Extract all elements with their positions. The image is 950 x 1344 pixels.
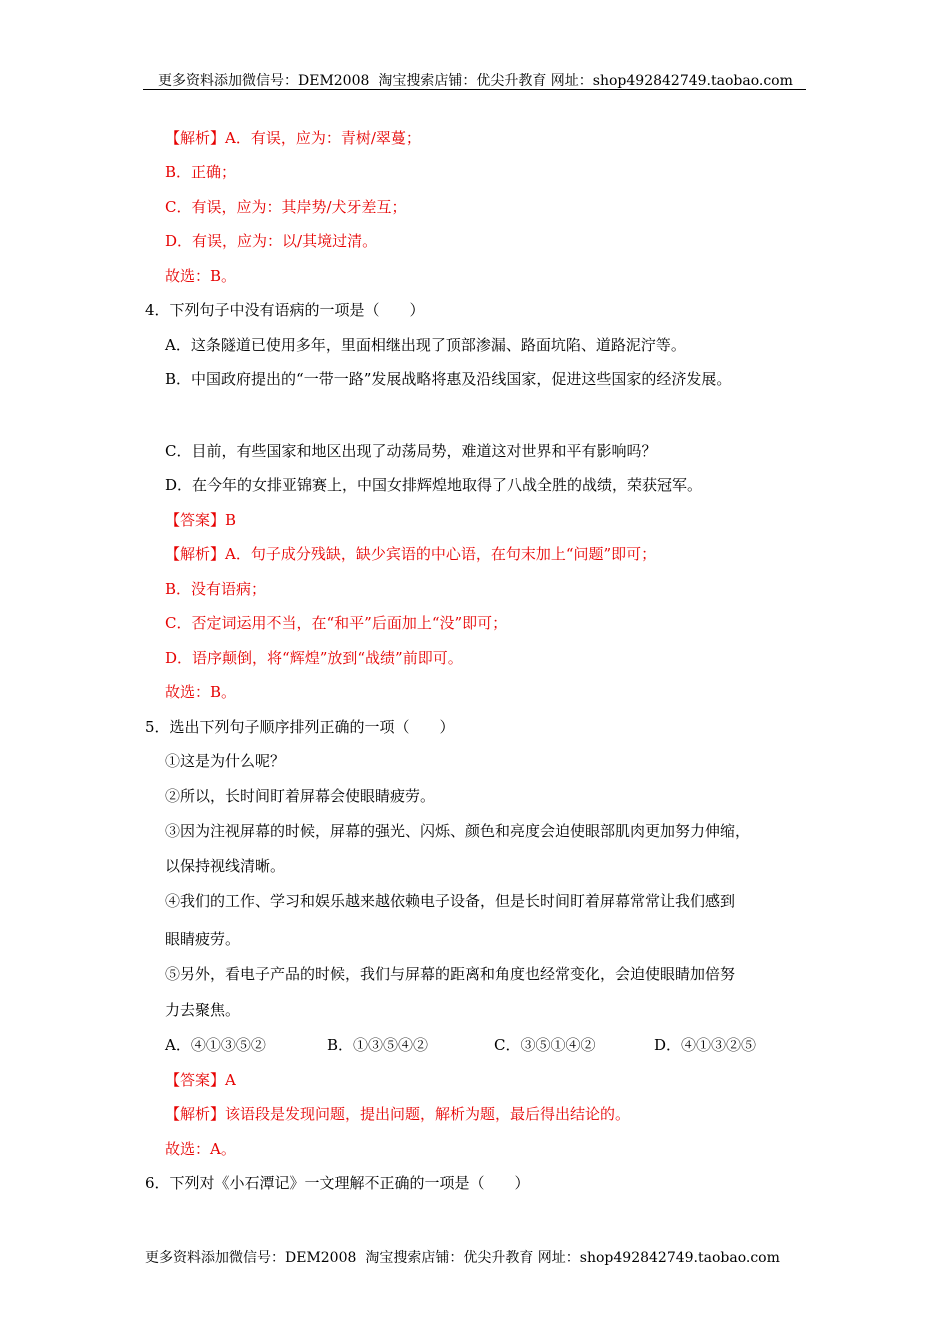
q4-option-b: B．中国政府提出的“一带一路”发展战略将惠及沿线国家，促进这些国家的经济发展。	[165, 370, 732, 388]
q5-option-b: B．①③⑤④②	[327, 1036, 429, 1054]
q5-sentence-1: ①这是为什么呢？	[165, 752, 286, 770]
q5-sentence-4-line-2: 眼睛疲劳。	[165, 930, 241, 948]
q4-conclusion: 故选：B。	[165, 683, 237, 701]
page-header	[158, 70, 793, 90]
q4-answer-value: B	[225, 511, 237, 529]
q5-sentence-4-line-1: ④我们的工作、学习和娱乐越来越依赖电子设备，但是长时间盯着屏幕常常让我们感到	[165, 892, 736, 910]
q5-answer-label: 【答案】	[165, 1071, 226, 1089]
q3-analysis-c: C．有误，应为：其岸势/犬牙差互；	[165, 198, 407, 216]
header-site-label: 网址：	[550, 73, 593, 89]
q5-analysis: 【解析】该语段是发现问题，提出问题，解析为题，最后得出结论的。	[165, 1105, 631, 1123]
q5-option-d: D．④①③②⑤	[654, 1036, 757, 1054]
header-prefix: 更多资料添加微信号：	[158, 73, 298, 89]
q5-answer-value: A	[225, 1071, 236, 1089]
q4-answer-label: 【答案】	[165, 511, 226, 529]
q5-answer	[165, 1070, 236, 1090]
q5-option-a: A．④①③⑤②	[165, 1036, 266, 1054]
q5-option-c: C．③⑤①④②	[494, 1036, 596, 1054]
q4-answer	[165, 510, 236, 530]
footer-shop-name: 优尖升教育	[463, 1250, 534, 1266]
q4-analysis-a: 【解析】A．句子成分残缺，缺少宾语的中心语，在句末加上“问题”即可；	[165, 545, 657, 563]
footer-site-label: 网址：	[537, 1250, 580, 1266]
header-wechat: DEM2008	[298, 73, 370, 89]
q5-sentence-3-line-2: 以保持视线清晰。	[165, 857, 286, 875]
header-divider	[143, 89, 806, 90]
q4-option-d: D．在今年的女排亚锦赛上，中国女排辉煌地取得了八战全胜的战绩，荣获冠军。	[165, 476, 703, 494]
q5-sentence-5-line-1: ⑤另外，看电子产品的时候，我们与屏幕的距离和角度也经常变化，会迫使眼睛加倍努	[165, 965, 736, 983]
q4-option-a: A．这条隧道已使用多年，里面相继出现了顶部渗漏、路面坑陷、道路泥泞等。	[165, 336, 686, 354]
footer-wechat: DEM2008	[285, 1250, 357, 1266]
page-footer	[145, 1247, 780, 1267]
q5-conclusion: 故选：A。	[165, 1140, 236, 1158]
footer-prefix: 更多资料添加微信号：	[145, 1250, 285, 1266]
q4-option-c: C．目前，有些国家和地区出现了动荡局势，难道这对世界和平有影响吗？	[165, 442, 657, 460]
q5-stem: 5．选出下列句子顺序排列正确的一项（ ）	[145, 718, 455, 736]
header-shop-name: 优尖升教育	[476, 73, 547, 89]
footer-site-url[interactable]: shop492842749.taobao.com	[579, 1250, 780, 1266]
q4-analysis-b: B．没有语病；	[165, 580, 267, 598]
q3-conclusion: 故选：B。	[165, 267, 237, 285]
q6-stem: 6．下列对《小石潭记》一文理解不正确的一项是（ ）	[145, 1174, 530, 1192]
q4-analysis-d: D．语序颠倒，将“辉煌”放到“战绩”前即可。	[165, 649, 463, 667]
q5-sentence-5-line-2: 力去聚焦。	[165, 1001, 241, 1019]
header-site-url[interactable]: shop492842749.taobao.com	[592, 73, 793, 89]
q5-sentence-2: ②所以，长时间盯着屏幕会使眼睛疲劳。	[165, 787, 436, 805]
q4-analysis-c: C．否定词运用不当，在“和平”后面加上“没”即可；	[165, 614, 508, 632]
footer-shop-label: 淘宝搜索店铺：	[365, 1250, 464, 1266]
q4-stem: 4．下列句子中没有语病的一项是（ ）	[145, 301, 425, 319]
q3-analysis-b: B．正确；	[165, 163, 237, 181]
q3-analysis-d: D．有误，应为：以/其境过清。	[165, 232, 378, 250]
q5-sentence-3-line-1: ③因为注视屏幕的时候，屏幕的强光、闪烁、颜色和亮度会迫使眼部肌肉更加努力伸缩，	[165, 822, 751, 840]
header-shop-label: 淘宝搜索店铺：	[378, 73, 477, 89]
q3-analysis-a: 【解析】A．有误，应为：青树/翠蔓；	[165, 129, 421, 147]
